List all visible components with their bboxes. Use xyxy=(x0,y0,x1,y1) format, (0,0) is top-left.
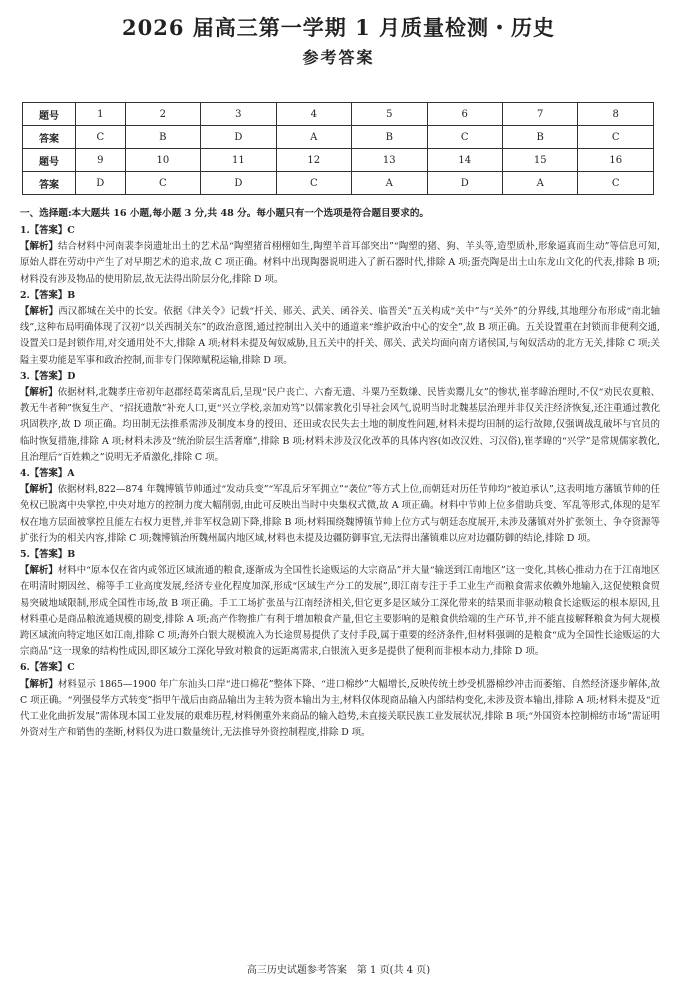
table-cell: 6 xyxy=(427,103,502,126)
table-cell: B xyxy=(125,126,200,149)
explanations xyxy=(20,223,660,742)
table-cell: A xyxy=(276,126,351,149)
table-cell: 7 xyxy=(502,103,577,126)
table-cell: 10 xyxy=(125,149,200,172)
table-row xyxy=(23,103,654,126)
table-cell: 13 xyxy=(352,149,427,172)
analysis-tag: 【解析】 xyxy=(20,565,58,577)
analysis-text: 结合材料中河南裴李岗遗址出土的艺术品“陶塑猪首栩栩如生,陶塑羊首耳部突出”“陶塑的猪、狗、羊头等,造型质朴,形象逼真而生动”等信息可知,原始人群在劳动中产生了对早期艺术的追求,故 C 项正确。材料中出现陶器说明进入了新石器时代,排除 A 项;蛋壳陶是出土山东龙山文化的代表,排除 B 项;材料没有涉及物品的使用阶层,故无法得出阶层分化,排除 D 项。 xyxy=(20,241,660,285)
question-analysis xyxy=(20,304,660,369)
question-answer: 5.【答案】B xyxy=(20,549,76,561)
row-header: 题号 xyxy=(23,149,76,172)
analysis-text: 依据材料,北魏孝庄帝初年赵郡经葛荣离乱后,呈现“民户丧亡、六畜无遗、斗粟乃至数缣、民皆卖鬻儿女”的惨状,崔孝暐治理时,不仅“劝民农夏粮、教无牛者种”恢复生产、“招抚遗散”补充人口,更“兴立学校,亲加劝笃”以儒家教化引导社会风气,说明当时北魏基层治理并非仅关注经济恢复,还注重通过教化巩固秩序,故 D 项正确。均田制无法推系需涉及制度本身的授田、还田或农民失去土地的制度性问题,材料未提均田制的运行故障,仅强调战乱破坏与官员的临时恢复措施,排除 A 项;材料未涉及“统治阶层生活奢靡”,排除 B 项;材料未涉及汉化改革的具体内容(如改汉姓、习汉俗),崔孝暐的“兴学”是常规儒家教化,且治理后“百姓赖之”说明无矛盾激化,排除 C 项。 xyxy=(20,387,660,463)
analysis-text: 西汉都城在关中的长安。依据《津关令》记载“扦关、郧关、武关、函谷关、临晋关”五关构成“关中”与“关外”的分界线,其地理分布形成“南北轴线”,这种布局明确体现了汉初“以关西制关东”的政治意图,通过控制出入关中的通道来“维护政治中心的安全”,故 B 项正确。五关设置重在封锁而非便利交通,设置关口是封锁作用,对交通用处不大,排除 A 项;材料未提及匈奴威胁,且五关中的扦关、郧关、武关均面向南方诸侯国,与匈奴活动的北方无关,排除 C 项;关隘主要功能是军事和政治控制,而非专门保障赋税运输,排除 D 项。 xyxy=(20,306,660,366)
question-answer: 2.【答案】B xyxy=(20,289,76,301)
question-2 xyxy=(20,288,660,369)
table-cell: C xyxy=(276,172,351,195)
table-cell: 5 xyxy=(352,103,427,126)
table-cell: 3 xyxy=(201,103,276,126)
table-cell: D xyxy=(201,126,276,149)
row-header: 题号 xyxy=(23,103,76,126)
question-answer: 6.【答案】C xyxy=(20,662,75,674)
analysis-text: 材料中“原本仅在省内或邻近区域流通的粮食,逐渐成为全国性长途贩运的大宗商品”并大量“输送到江南地区”这一变化,其核心推动力在于江南地区在明清时期因丝、棉等手工业高度发展,经济专业化程度加深,形成“区域生产分工的发展”,即江南专注于手工业生产而粮食需求依赖外地输入,这促使粮食贸易突破地域限制,形成全国性市场,故 B 项正确。手工工场扩张虽与江南经济相关,但它更多是区域分工深化带来的结果而非驱动粮食长途贩运的根本原因,且材料重心是商品粮流通规模的剧变,排除 A 项;高产作物推广有利于增加粮食产量,但它主要影响的是粮食供给端的生产环节,并不能直接解释粮食为何大规模跨区域流向特定地区如江南,排除 C 项;海外白银大规模流入为长途贸易提供了支付手段,属于重要的经济条件,但材料强调的是粮食“成为全国性长途贩运的大宗商品”这一现象的结构性成因,即区域分工深化导致对粮食的远距离需求,白银流入更多是提供了便利而非根本动力,排除 D 项。 xyxy=(20,565,660,658)
question-5 xyxy=(20,547,660,660)
question-answer: 3.【答案】D xyxy=(20,370,76,382)
table-cell: 8 xyxy=(578,103,654,126)
page-title: 2026 届高三第一学期 1 月质量检测・历史 xyxy=(122,15,555,40)
table-cell: 16 xyxy=(578,149,654,172)
analysis-text: 依据材料,822—874 年魏博镇节帅通过“发动兵变”“军乱后牙军拥立”“袭位”等方式上位,而朝廷对历任节帅均“被迫承认”,这表明地方藩镇节帅的任免权已脱离中央掌控,中央对地方的控制力度大幅削弱,由此可反映出当时中央集权式微,故 A 项正确。材料中节帅上位多借助兵变、军乱等形式,体现的是军权在地方层面被掌控且能左右权力更替,并非军权急剧下降,排除 B 项;材料围绕魏博镇节帅上位方式与朝廷态度展开,未涉及藩镇对外扩张领土、争夺资源等扩张行为的相关内容,排除 C 项;魏博镇治所魏州属内地区域,材料也未提及边疆防御事宜,无法得出藩镇难以应对边疆防御的结论,排除 D 项。 xyxy=(20,484,660,544)
table-cell: 14 xyxy=(427,149,502,172)
answer-table xyxy=(22,102,654,195)
table-row xyxy=(23,149,654,172)
table-cell: C xyxy=(427,126,502,149)
table-cell: B xyxy=(502,126,577,149)
question-4 xyxy=(20,466,660,547)
question-6 xyxy=(20,660,660,741)
table-cell: 1 xyxy=(76,103,126,126)
table-cell: B xyxy=(352,126,427,149)
table-cell: C xyxy=(578,126,654,149)
question-1 xyxy=(20,223,660,288)
question-analysis xyxy=(20,385,660,466)
table-cell: 12 xyxy=(276,149,351,172)
question-analysis xyxy=(20,239,660,288)
table-cell: 2 xyxy=(125,103,200,126)
table-cell: 9 xyxy=(76,149,126,172)
question-answer: 4.【答案】A xyxy=(20,468,75,480)
question-analysis xyxy=(20,563,660,660)
table-cell: D xyxy=(201,172,276,195)
analysis-tag: 【解析】 xyxy=(20,387,58,399)
analysis-tag: 【解析】 xyxy=(20,678,58,690)
table-cell: C xyxy=(76,126,126,149)
table-cell: A xyxy=(502,172,577,195)
table-cell: A xyxy=(352,172,427,195)
question-analysis xyxy=(20,677,660,742)
analysis-tag: 【解析】 xyxy=(20,484,58,496)
page-subtitle: 参考答案 xyxy=(302,48,375,67)
question-3 xyxy=(20,369,660,466)
table-row xyxy=(23,172,654,195)
section-title: 一、选择题:本大题共 16 小题,每小题 3 分,共 48 分。每小题只有一个选项是符合题目要求的。 xyxy=(20,208,430,219)
analysis-tag: 【解析】 xyxy=(20,241,59,253)
table-cell: 15 xyxy=(502,149,577,172)
page-footer: 高三历史试题参考答案 第 1 页(共 4 页) xyxy=(246,965,431,976)
table-cell: C xyxy=(578,172,654,195)
table-cell: 11 xyxy=(201,149,276,172)
table-cell: D xyxy=(76,172,126,195)
table-cell: C xyxy=(125,172,200,195)
row-header: 答案 xyxy=(23,172,76,195)
row-header: 答案 xyxy=(23,126,76,149)
analysis-tag: 【解析】 xyxy=(20,306,59,318)
table-row xyxy=(23,126,654,149)
table-cell: D xyxy=(427,172,502,195)
table-cell: 4 xyxy=(276,103,351,126)
analysis-text: 材料显示 1865—1900 年广东汕头口岸“进口棉花”整体下降、“进口棉纱”大幅增长,反映传统土纱受机器棉纱冲击而萎缩、自然经济逐步解体,故 C 项正确。“列强侵华方式转变”指甲午战后由商品输出为主转为资本输出为主,材料仅体现商品输入内部结构变化,未涉及资本输出,排除 A 项;材料未提及“近代工业化曲折发展”需体现本国工业发展的艰难历程,材料侧重外来商品的输入趋势,未直接关联民族工业发展状况,排除 B 项;“外国资本控制棉纺市场”需证明外资对生产和销售的垄断,材料仅为进口数量统计,无法推导外资控制程度,排除 D 项。 xyxy=(20,678,660,739)
question-answer: 1.【答案】C xyxy=(20,225,75,236)
question-analysis xyxy=(20,482,660,547)
